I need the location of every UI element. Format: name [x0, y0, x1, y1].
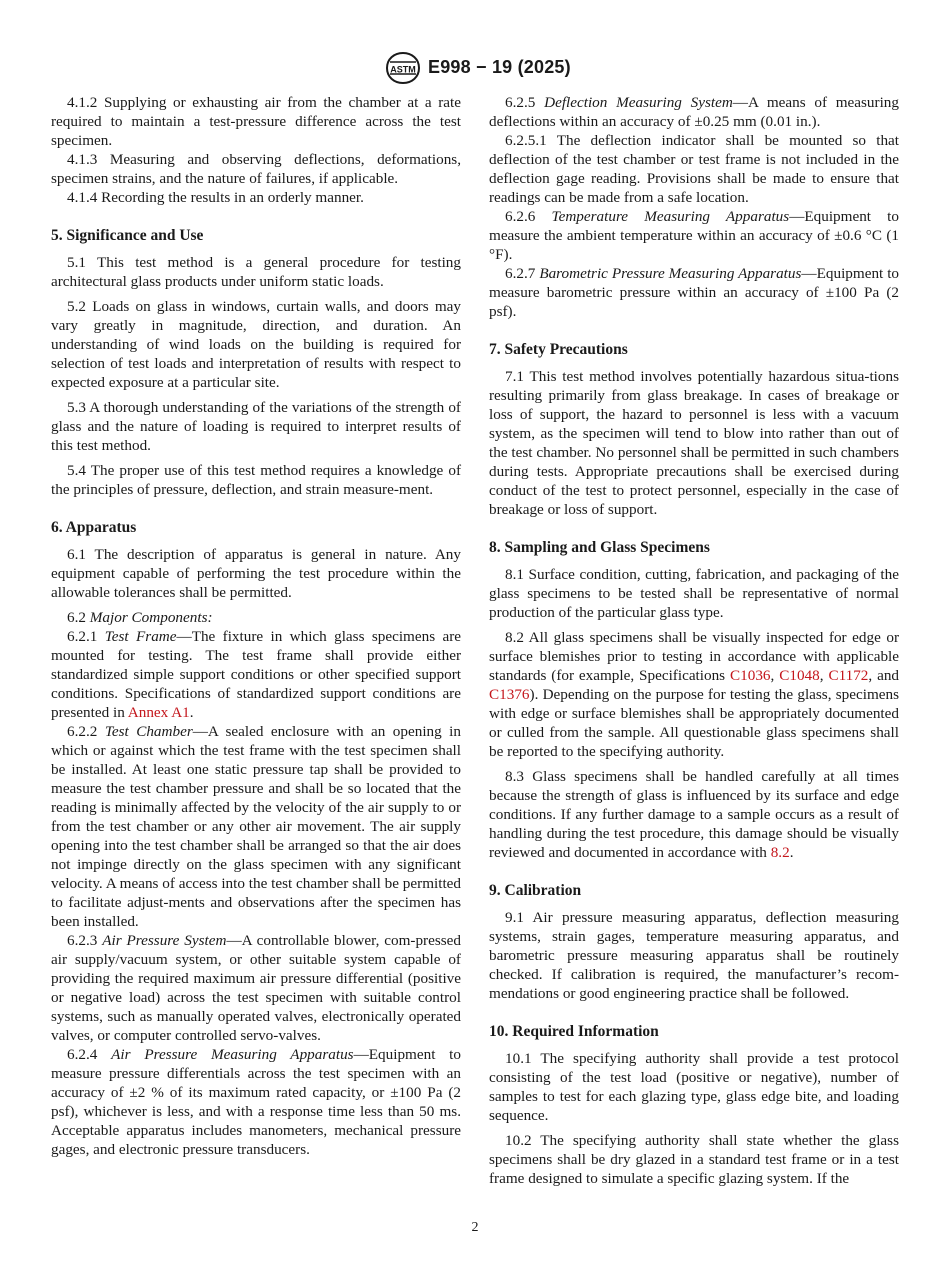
page-header: [0, 52, 950, 84]
heading-8: 8. Sampling and Glass Specimens: [489, 539, 710, 556]
para-10-1: 10.1 The specifying authority shall provide a test protocol consisting of the test load (positive or negative), number of samples to test for each glazing type, glass edge bite, and loading sequence.: [489, 1050, 899, 1124]
para-6-2-2: 6.2.2 Test Chamber—A sealed enclosure with an opening in which or against which the test frame with the test specimen shall be installed. At least one static pressure tap shall be provided to measure the test chamber pressure and shall be so located that the reading is minimally affected by the velocity of the air supply to or from the test chamber or any other air movement. The air supply opening into the test chamber shall be arranged so that the air does not impinge directly on the glass specimen with any significant velocity. A means of access into the test chamber shall be permitted to facilitate adjust-ments and observations after the specimen has been installed.: [51, 723, 461, 930]
para-5-1: 5.1 This test method is a general procedure for testing architectural glass products under uniform static loads.: [51, 254, 461, 290]
page-number: 2: [471, 1220, 479, 1235]
para-4-1-2: 4.1.2 Supplying or exhausting air from the chamber at a rate required to maintain a test-pressure difference across the test specimen.: [51, 94, 461, 149]
astm-logo-text: ASTM: [390, 64, 416, 75]
para-4-1-3: 4.1.3 Measuring and observing deflections, deformations, specimen strains, and the nature of failures, if applicable.: [51, 151, 461, 187]
para-8-1: 8.1 Surface condition, cutting, fabrication, and packaging of the glass specimens to be tested shall be representative of normal production of the particular glass type.: [489, 566, 899, 621]
para-6-2-5-1: 6.2.5.1 The deflection indicator shall be mounted so that deflection of the test chamber or test frame is not included in the deflection gage reading. Provisions shall be made to ensure that readings can be made from a safe location.: [489, 132, 899, 206]
left-column: [51, 93, 461, 1159]
para-6-2-3: 6.2.3 Air Pressure System—A controllable blower, com-pressed air supply/vacuum system, or other suitable system capable of providing the required maximum air pressure differential (positive or negative load) across the test specimen with suitable control systems, such as manually operated valves, electronically operated valves, or computer controlled servo-valves.: [51, 932, 462, 1044]
para-5-4: 5.4 The proper use of this test method requires a knowledge of the principles of pressure, deflection, and strain measure-ment.: [51, 462, 461, 498]
astm-logo: [385, 52, 421, 84]
para-4-1-4: 4.1.4 Recording the results in an orderly manner.: [67, 189, 364, 206]
para-6-2-7: 6.2.7 Barometric Pressure Measuring Apparatus—Equipment to measure barometric pressure within an accuracy of ±100 Pa (2 psf).: [489, 265, 900, 320]
heading-6: 6. Apparatus: [51, 519, 137, 536]
annex-a1-link[interactable]: Annex A1: [127, 704, 190, 721]
c1036-link[interactable]: C1036: [730, 667, 771, 684]
para-5-2: 5.2 Loads on glass in windows, curtain walls, and doors may vary greatly in magnitude, direction, and duration. An understanding of wind loads on the building is required for selection of test loads and interpretation of results with respect to expected exposure at a particular site.: [51, 298, 461, 391]
para-6-2: 6.2 Major Components:: [67, 609, 213, 626]
para-10-2: 10.2 The specifying authority shall state whether the glass specimens shall be dry glazed in a standard test frame or in a test frame designed to simulate a specific glazing system. If the: [489, 1132, 899, 1187]
para-6-2-6: 6.2.6 Temperature Measuring Apparatus—Equipment to measure the ambient temperature within an accuracy of ±0.6 °C (1 °F).: [489, 208, 899, 263]
para-7-1: 7.1 This test method involves potentially hazardous situa-tions resulting primarily from glass breakage. In cases of breakage or loss of support, the hazard to personnel is less with a vacuum system, as the specimen will tend to blow into rather than out of the test chamber. No personnel shall be permitted in such chambers during tests. Appropriate precautions shall be exercised during conduct of the test to protect personnel, especially in the case of breakage or loss of support.: [489, 368, 899, 518]
para-6-1: 6.1 The description of apparatus is general in nature. Any equipment capable of performing the test procedure within the allowable tolerances shall be permitted.: [51, 546, 461, 601]
para-5-3: 5.3 A thorough understanding of the variations of the strength of glass and the nature of loading is required to interpret results of this test method.: [51, 399, 461, 454]
heading-10: 10. Required Information: [489, 1023, 659, 1040]
para-6-2-1: 6.2.1 Test Frame—The fixture in which glass specimens are mounted for testing. The test frame shall provide either standardized simple support conditions or other specified support conditions. Specifications of standardized support conditions are presented in Annex A1.: [51, 628, 461, 721]
heading-5: 5. Significance and Use: [51, 227, 204, 244]
right-column: [489, 93, 899, 1188]
c1172-link[interactable]: C1172: [828, 667, 869, 684]
para-8-3: 8.3 Glass specimens shall be handled carefully at all times because the strength of glass is influenced by its surface and edge conditions. If any further damage to a sample occurs as a result of handling during the test procedure, this damage should be visually reviewed and documented in accordance with 8.2.: [489, 768, 899, 861]
c1376-link[interactable]: C1376: [489, 686, 530, 703]
para-6-2-4: 6.2.4 Air Pressure Measuring Apparatus—Equipment to measure pressure differentials across the test specimen with an accuracy of ±2 % of its maximum rated capacity, or ±100 Pa (2 psf), whichever is less, and with a response time less than 50 ms. Acceptable apparatus includes manometers, mechanical pressure gages, and electronic pressure transducers.: [51, 1046, 461, 1158]
para-8-2: 8.2 All glass specimens shall be visually inspected for edge or surface blemishes prior to testing in accordance with applicable standards (for example, Specifications C1036, C1048, C1172, and C1376). Depending on the purpose for testing the glass, specimens with edge or surface blemishes shall be appropriately documented or culled from the sample. All questionable glass specimens shall be reported to the specifying authority.: [489, 629, 900, 760]
para-9-1: 9.1 Air pressure measuring apparatus, deflection measuring systems, strain gages, temperature measuring apparatus, and barometric pressure measuring apparatus shall be routinely checked. If calibration is required, the manufacturer’s recom-mendations or good engineering practice shall be followed.: [489, 909, 899, 1002]
section-8-2-link[interactable]: 8.2: [770, 844, 790, 861]
heading-9: 9. Calibration: [489, 882, 582, 899]
document-designation: E998 − 19 (2025): [428, 57, 571, 77]
heading-7: 7. Safety Precautions: [489, 341, 628, 358]
c1048-link[interactable]: C1048: [779, 667, 820, 684]
para-6-2-5: 6.2.5 Deflection Measuring System—A means of measuring deflections within an accuracy of ±0.25 mm (0.01 in.).: [489, 94, 899, 130]
